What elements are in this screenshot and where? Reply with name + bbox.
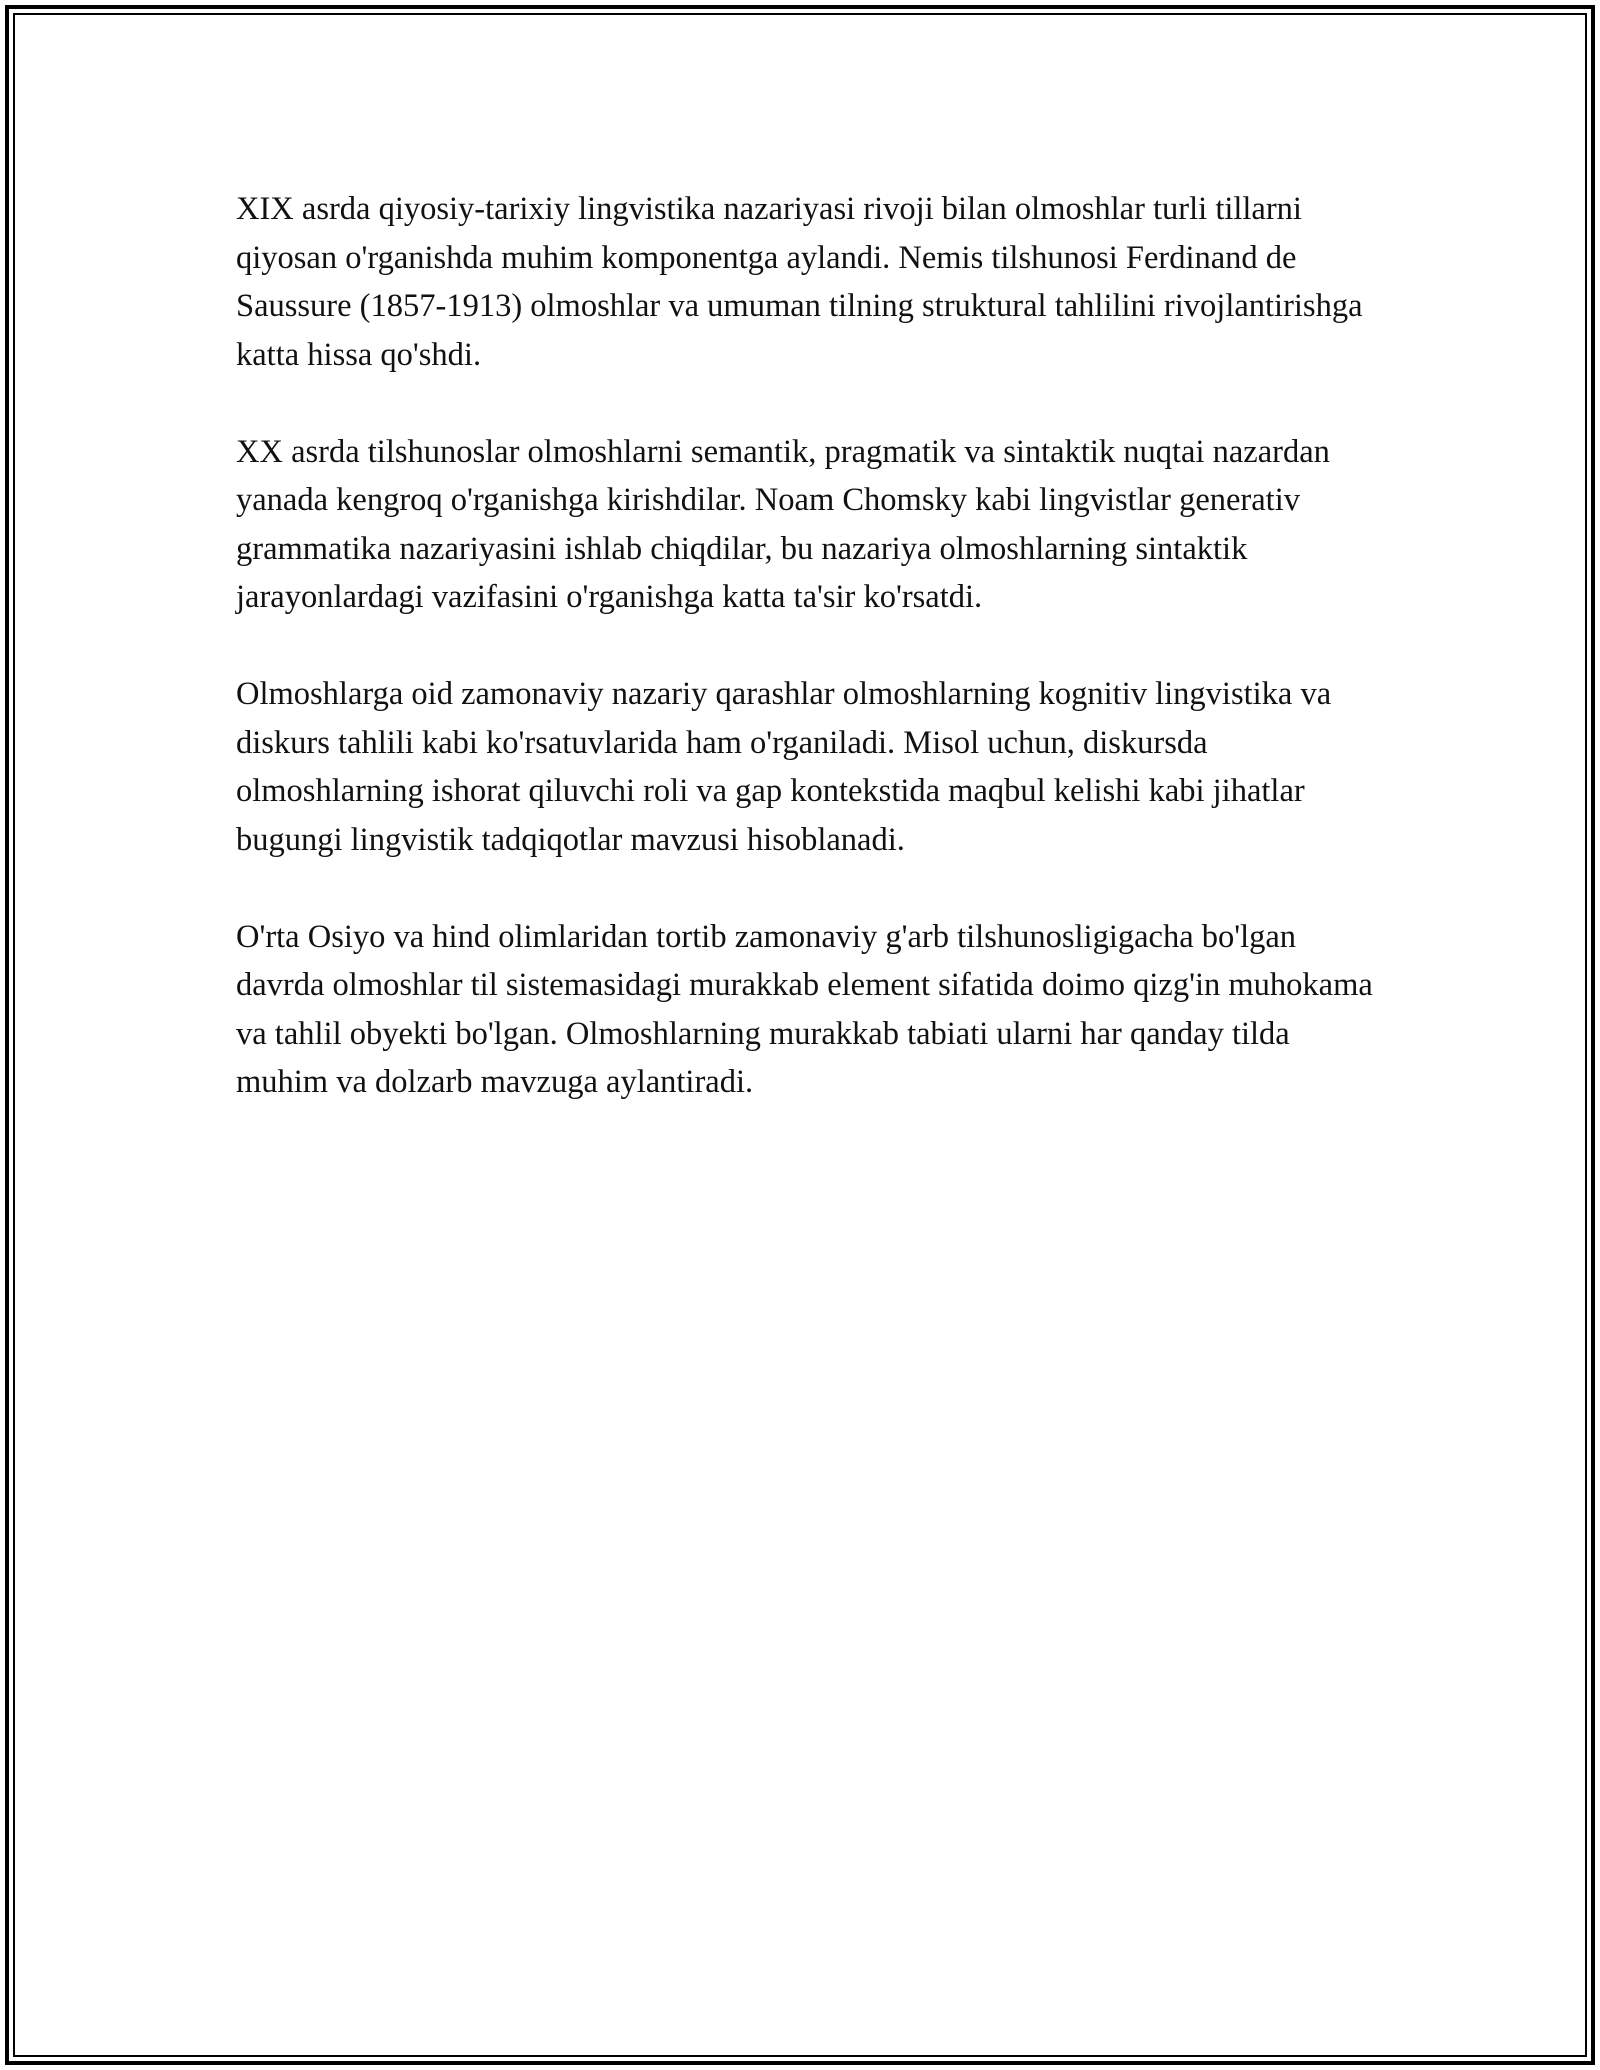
paragraph-2: XX asrda tilshunoslar olmoshlarni semantik, pragmatik va sintaktik nuqtai nazardan yanada kengroq o'rganishga kirishdilar. Noam Chomsky kabi lingvistlar generativ grammatika nazariyasini ishlab chiqdilar, bu nazariya olmoshlarning sintaktik jarayonlardagi vazifasini o'rganishga katta ta'sir ko'rsatdi. [236, 433, 1330, 615]
document-body [236, 185, 1376, 1155]
paragraph-4: O'rta Osiyo va hind olimlaridan tortib zamonaviy g'arb tilshunosligigacha bo'lgan davrda olmoshlar til sistemasidagi murakkab element sifatida doimo qizg'in muhokama va tahlil obyekti bo'lgan. Olmoshlarning murakkab tabiati ularni har qanday tilda muhim va dolzarb mavzuga aylantiradi. [236, 918, 1373, 1100]
paragraph-1: XIX asrda qiyosiy-tarixiy lingvistika nazariyasi rivoji bilan olmoshlar turli tillarni qiyosan o'rganishda muhim komponentga aylandi. Nemis tilshunosi Ferdinand de Saussure (1857-1913) olmoshlar va umuman tilning struktural tahlilini rivojlantirishga katta hissa qo'shdi. [236, 191, 1363, 373]
paragraph-3: Olmoshlarga oid zamonaviy nazariy qarashlar olmoshlarning kognitiv lingvistika va diskurs tahlili kabi ko'rsatuvlarida ham o'rganiladi. Misol uchun, diskursda olmoshlarning ishorat qiluvchi roli va gap kontekstida maqbul kelishi kabi jihatlar bugungi lingvistik tadqiqotlar mavzusi hisoblanadi. [236, 676, 1332, 858]
